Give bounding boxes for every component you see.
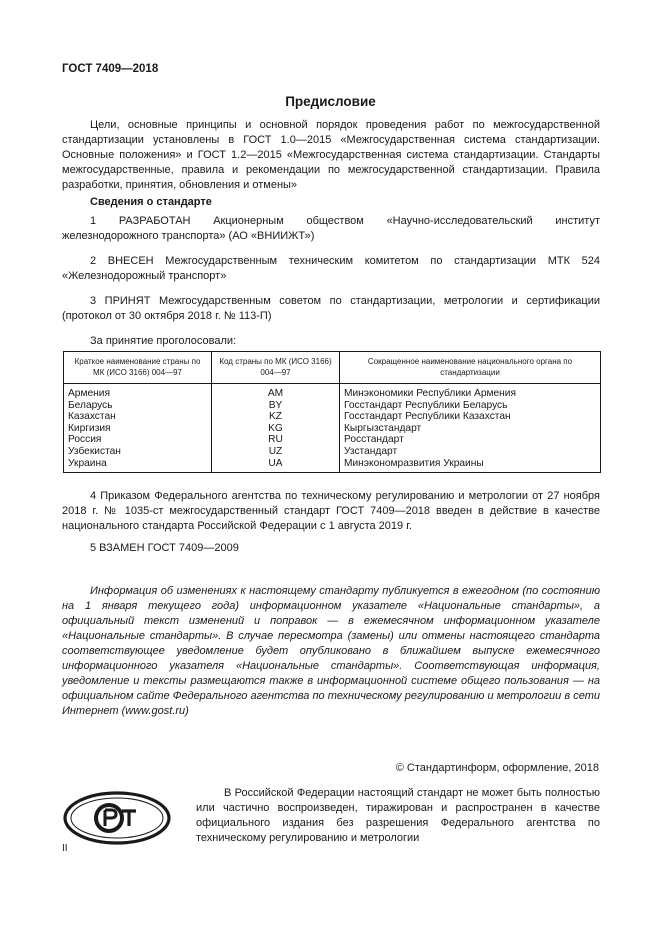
country-name: Узбекистан	[64, 446, 212, 458]
table-row	[64, 458, 601, 473]
standards-body: Госстандарт Республики Казахстан	[340, 411, 601, 423]
country-name: Киргизия	[64, 423, 212, 435]
rst-logo-icon	[62, 790, 172, 846]
header-country-name: Краткое наименование страны по МК (ИСО 3166) 004—97	[64, 352, 212, 384]
table-row	[64, 411, 601, 423]
document-code: ГОСТ 7409—2018	[62, 63, 159, 75]
page-title: Предисловие	[285, 94, 376, 109]
standards-body: Минэкономразвития Украины	[340, 458, 601, 473]
standards-body: Госстандарт Республики Беларусь	[340, 400, 601, 412]
info-heading: Сведения о стандарте	[90, 196, 212, 208]
country-code: RU	[212, 434, 340, 446]
table-header-row	[64, 352, 601, 384]
rst-logo	[62, 790, 172, 846]
country-name: Украина	[64, 458, 212, 473]
header-standards-body: Сокращенное наименование национального органа по стандартизации	[340, 352, 601, 384]
standards-body: Кыргызстандарт	[340, 423, 601, 435]
item-adopted: 3 ПРИНЯТ Межгосударственным советом по стандартизации, метрологии и сертификации (протокол от 30 октября 2018 г. № 113-П)	[62, 295, 600, 322]
country-name: Беларусь	[64, 400, 212, 412]
countries-table	[63, 351, 601, 473]
country-name: Россия	[64, 434, 212, 446]
info-notice: Информация об изменениях к настоящему стандарту публикуется в ежегодном (по состоянию на 1 января текущего года) информационном указателе «Национальные стандарты», а официальный текст изменений и поправок — в ежемесячном информационном указателе «Национальные стандарты». В случае пересмотра (замены) или отмены настоящего стандарта соответствующее уведомление будет опубликовано в ближайшем выпуске ежемесячного информационного указателя «Национальные стандарты». Соответствующая информация, уведомление и тексты размещаются также в информационной системе общего пользования — на официальном сайте Федерального агентства по техническому регулированию и метрологии в сети Интернет (www.gost.ru)	[62, 585, 600, 717]
country-code: UA	[212, 458, 340, 473]
standards-body: Узстандарт	[340, 446, 601, 458]
item-replaces: 5 ВЗАМЕН ГОСТ 7409—2009	[90, 542, 239, 554]
reproduction-notice: В Российской Федерации настоящий стандарт не может быть полностью или частично воспроизведен, тиражирован и распространен в качестве официального издания без разрешения Федерального агентства по техническому регулированию и метрологии	[196, 787, 600, 844]
standards-body: Минэкономики Республики Армения	[340, 384, 601, 400]
item-developed: 1 РАЗРАБОТАН Акционерным обществом «Научно-исследовательский институт железнодорожного транспорта» (АО «ВНИИЖТ»)	[62, 215, 600, 242]
country-code: UZ	[212, 446, 340, 458]
country-name: Казахстан	[64, 411, 212, 423]
table-row	[64, 446, 601, 458]
standards-body: Росстандарт	[340, 434, 601, 446]
item-enacted: 4 Приказом Федерального агентства по техническому регулированию и метрологии от 27 ноября 2018 г. № 1035-ст межгосударственный стандарт ГОСТ 7409—2018 введен в действие в качестве национального стандарта Российской Федерации с 1 августа 2019 г.	[62, 490, 600, 532]
table-row	[64, 434, 601, 446]
item-introduced: 2 ВНЕСЕН Межгосударственным техническим комитетом по стандартизации МТК 524 «Железнодорожный транспорт»	[62, 255, 600, 282]
header-country-code: Код страны по МК (ИСО 3166) 004—97	[212, 352, 340, 384]
table-row	[64, 384, 601, 400]
country-name: Армения	[64, 384, 212, 400]
country-code: KZ	[212, 411, 340, 423]
voted-label: За принятие проголосовали:	[90, 335, 237, 347]
country-code: KG	[212, 423, 340, 435]
intro-paragraph: Цели, основные принципы и основной порядок проведения работ по межгосударственной стандартизации установлены в ГОСТ 1.0—2015 «Межгосударственная система стандартизации. Основные положения» и ГОСТ 1.2—2015 «Межгосударственная система стандартизации. Стандарты межгосударственные, правила и рекомендации по межгосударственной стандартизации. Правила разработки, принятия, обновления и отмены»	[62, 119, 600, 191]
table-row	[64, 400, 601, 412]
country-code: AM	[212, 384, 340, 400]
page-number: II	[62, 843, 68, 854]
country-code: BY	[212, 400, 340, 412]
table-row	[64, 423, 601, 435]
copyright: © Стандартинформ, оформление, 2018	[395, 762, 599, 774]
